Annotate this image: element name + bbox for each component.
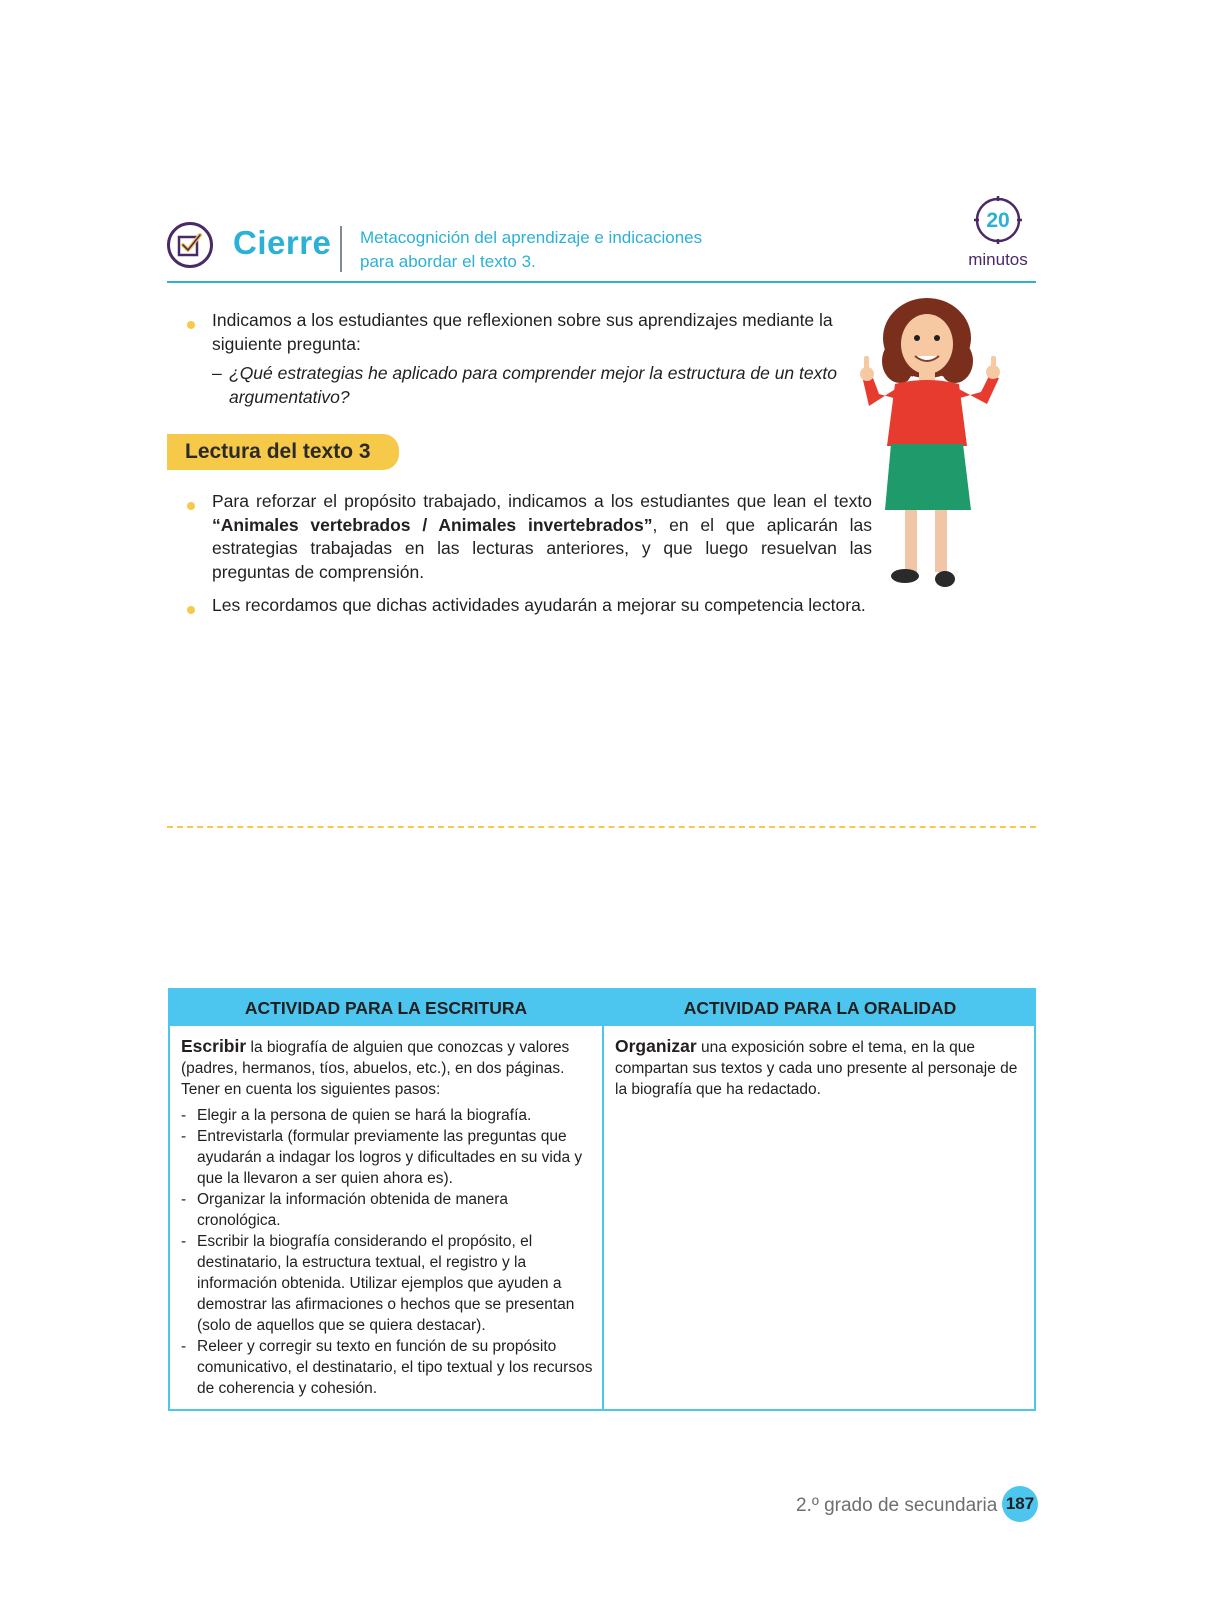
bullet-dot (187, 321, 195, 329)
list-item (181, 1189, 593, 1231)
writing-activity-verb: Escribir (181, 1036, 247, 1056)
oral-activity-header: ACTIVIDAD PARA LA ORALIDAD (683, 998, 957, 1018)
list-item (181, 1231, 593, 1336)
writing-activity-header: ACTIVIDAD PARA LA ESCRITURA (244, 998, 528, 1018)
section-divider (167, 826, 1036, 828)
list-dash: - (181, 1233, 187, 1250)
reading-text-title: “Animales vertebrados / Animales invertebrados” (212, 514, 653, 535)
subtitle-line-1: Metacognición del aprendizaje e indicaciones (360, 228, 703, 247)
question-dash: – (212, 363, 222, 383)
reading-instruction-text: Para reforzar el propósito trabajado, indicamos a los estudiantes que lean el texto (212, 491, 872, 511)
bullet-dot (187, 606, 195, 614)
reading-instruction-end: , en el que aplicarán las estrategias trabajadas en las lecturas anteriores, y que luego resuelvan las preguntas de comprensión. (212, 514, 872, 582)
oral-activity-text: una exposición sobre el tema, en la que compartan sus textos y cada uno presente al personaje de la biografía que ha redactado. (615, 1039, 1018, 1098)
timer-value: 20 (986, 209, 1010, 232)
list-item-text: Organizar la información obtenida de manera cronológica. (197, 1191, 509, 1229)
writing-activity-intro (181, 1036, 593, 1100)
reading-tab (167, 434, 399, 470)
writing-activity-text: la biografía de alguien que conozcas y valores (padres, hermanos, tíos, abuelos, etc.), en dos páginas. Tener en cuenta los siguientes pasos: (181, 1039, 570, 1098)
subtitle-line-2: para abordar el texto 3. (360, 252, 536, 271)
list-dash: - (181, 1191, 187, 1208)
reflection-instruction: Indicamos a los estudiantes que reflexionen sobre sus aprendizajes mediante la siguiente pregunta: (212, 310, 833, 354)
timer-unit: minutos (968, 250, 1028, 269)
teacher-illustration (855, 296, 1035, 596)
list-dash: - (181, 1128, 187, 1145)
list-item-text: Releer y corregir su texto en función de su propósito comunicativo, el destinatario, el tipo textual y los recursos de coherencia y cohesión. (197, 1338, 593, 1397)
page-number: 187 (1002, 1486, 1038, 1522)
reading-tab-title: Lectura del texto 3 (185, 440, 371, 463)
reflection-question: ¿Qué estrategias he aplicado para comprender mejor la estructura de un texto argumentativo? (229, 363, 837, 407)
grade-label: 2.º grado de secundaria (796, 1495, 998, 1516)
writing-steps-list (181, 1105, 593, 1399)
list-item-text: Elegir a la persona de quien se hará la biografía. (197, 1107, 532, 1124)
list-item (181, 1126, 593, 1189)
list-item (181, 1336, 593, 1399)
checkbox-icon (167, 222, 213, 268)
list-item-text: Escribir la biografía considerando el propósito, el destinatario, la estructura textual, el registro y la información obtenida. Utilizar ejemplos que ayuden a demostrar las afirmaciones o hechos que se presentan (solo de aquellos que se quiera destacar). (197, 1233, 575, 1334)
activities-table (168, 988, 1036, 1411)
bullet-dot (187, 502, 195, 510)
title-divider (340, 226, 342, 272)
list-dash: - (181, 1107, 187, 1124)
section-subtitle (360, 226, 702, 274)
list-dash: - (181, 1338, 187, 1355)
oral-activity-verb: Organizar (615, 1036, 697, 1056)
list-item (181, 1105, 593, 1126)
list-item-text: Entrevistarla (formular previamente las preguntas que ayudarán a indagar los logros y dificultades en su vida y que la llevaron a ser quien ahora es). (197, 1128, 583, 1187)
reading-instruction (212, 490, 872, 584)
oral-activity-cell (615, 1036, 1025, 1100)
table-column-divider (602, 990, 604, 1409)
section-title: Cierre (233, 224, 332, 261)
header-rule (167, 281, 1036, 283)
writing-activity-cell (181, 1036, 593, 1399)
reading-reminder: Les recordamos que dichas actividades ayudarán a mejorar su competencia lectora. (212, 595, 866, 615)
